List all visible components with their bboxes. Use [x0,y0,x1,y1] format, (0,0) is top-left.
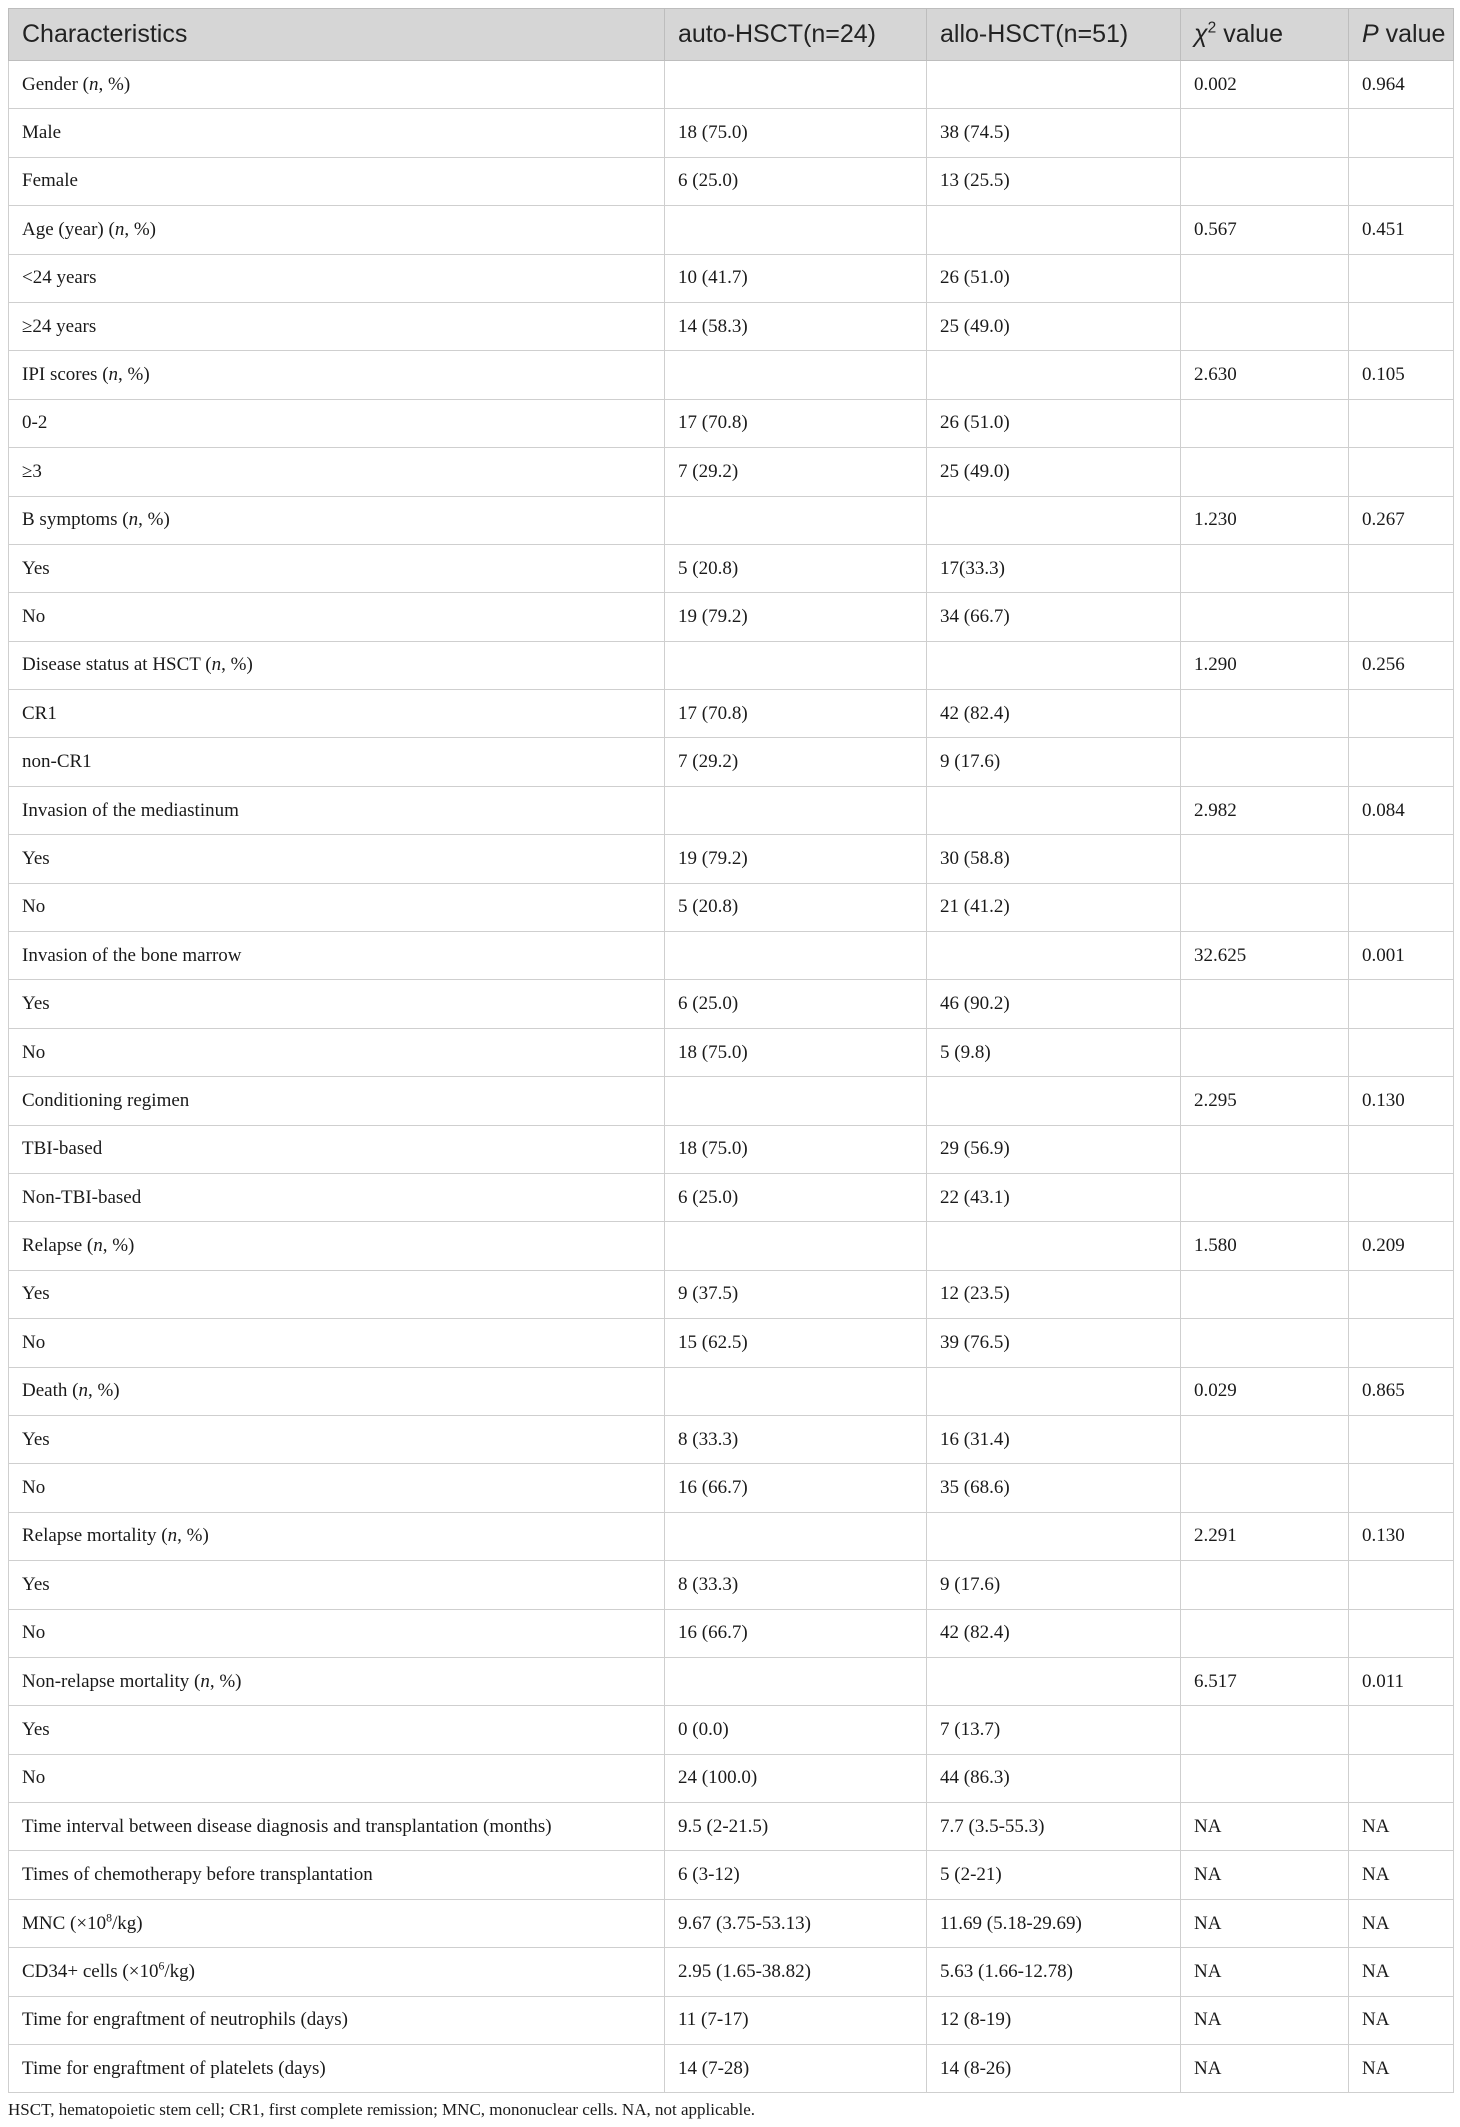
row-label-cell: <24 years [9,254,665,302]
chi-square-cell: 0.029 [1181,1367,1349,1415]
table-row [9,1609,1454,1657]
table-row [9,786,1454,834]
header-chi-square-value: $\chi^2$ value [1181,9,1349,61]
allo-hsct-cell: 35 (68.6) [927,1464,1181,1512]
auto-hsct-cell [665,496,927,544]
chi-square-cell: NA [1181,2045,1349,2093]
allo-hsct-cell [927,641,1181,689]
auto-hsct-cell: 9.5 (2-21.5) [665,1803,927,1851]
row-label-cell: No [9,1319,665,1367]
p-value-cell [1349,1754,1454,1802]
table-container [8,8,1453,2093]
chi-square-cell [1181,1173,1349,1221]
row-label-cell: IPI scores (n, %) [9,351,665,399]
p-value-cell [1349,448,1454,496]
allo-hsct-cell: 21 (41.2) [927,883,1181,931]
auto-hsct-cell: 7 (29.2) [665,738,927,786]
row-label-cell: B symptoms (n, %) [9,496,665,544]
chi-square-cell [1181,1415,1349,1463]
auto-hsct-cell: 6 (25.0) [665,1173,927,1221]
auto-hsct-cell [665,1512,927,1560]
table-row [9,1173,1454,1221]
p-value-cell [1349,690,1454,738]
table-row [9,593,1454,641]
chi-square-cell [1181,1319,1349,1367]
allo-hsct-cell: 16 (31.4) [927,1415,1181,1463]
row-label-cell: ≥3 [9,448,665,496]
chi-square-cell [1181,1464,1349,1512]
chi-square-cell: 0.002 [1181,61,1349,109]
p-value-cell [1349,1270,1454,1318]
row-label-cell: Time interval between disease diagnosis and transplantation (months) [9,1803,665,1851]
chi-square-cell: NA [1181,1899,1349,1947]
table-row [9,1367,1454,1415]
p-value-cell [1349,254,1454,302]
p-value-cell [1349,980,1454,1028]
auto-hsct-cell: 18 (75.0) [665,1028,927,1076]
allo-hsct-cell [927,1222,1181,1270]
p-value-cell: 0.130 [1349,1077,1454,1125]
p-value-cell: 0.130 [1349,1512,1454,1560]
row-label-cell: Relapse (n, %) [9,1222,665,1270]
chi-square-cell: 1.290 [1181,641,1349,689]
chi-square-cell: 1.580 [1181,1222,1349,1270]
p-value-cell: 0.084 [1349,786,1454,834]
auto-hsct-cell: 17 (70.8) [665,399,927,447]
auto-hsct-cell: 8 (33.3) [665,1561,927,1609]
chi-square-cell: 1.230 [1181,496,1349,544]
chi-square-cell: 2.982 [1181,786,1349,834]
row-label-cell: Times of chemotherapy before transplantation [9,1851,665,1899]
auto-hsct-cell [665,932,927,980]
table-row [9,1657,1454,1705]
p-value-cell: 0.451 [1349,206,1454,254]
p-value-cell [1349,1125,1454,1173]
auto-hsct-cell [665,61,927,109]
allo-hsct-cell: 5 (2-21) [927,1851,1181,1899]
chi-square-cell [1181,1125,1349,1173]
p-value-cell [1349,738,1454,786]
allo-hsct-cell: 26 (51.0) [927,399,1181,447]
row-label-cell: No [9,1028,665,1076]
auto-hsct-cell: 15 (62.5) [665,1319,927,1367]
allo-hsct-cell [927,1367,1181,1415]
chi-square-cell [1181,1609,1349,1657]
p-value-cell [1349,157,1454,205]
table-row [9,448,1454,496]
chi-square-cell [1181,544,1349,592]
table-row [9,1464,1454,1512]
p-value-cell: 0.964 [1349,61,1454,109]
auto-hsct-cell: 5 (20.8) [665,544,927,592]
auto-hsct-cell: 24 (100.0) [665,1754,927,1802]
chi-square-cell: 2.630 [1181,351,1349,399]
table-row [9,1270,1454,1318]
row-label-cell: Yes [9,1561,665,1609]
row-label-cell: MNC $(\times 10^8/kg)$ [9,1899,665,1947]
allo-hsct-cell [927,932,1181,980]
p-value-cell: NA [1349,1948,1454,1996]
allo-hsct-cell: 22 (43.1) [927,1173,1181,1221]
table-row [9,1948,1454,1996]
table-row [9,206,1454,254]
auto-hsct-cell: 6 (25.0) [665,980,927,1028]
header-allo-hsct: allo-HSCT(n=51) [927,9,1181,61]
row-label-cell: Death (n, %) [9,1367,665,1415]
auto-hsct-cell: 17 (70.8) [665,690,927,738]
chi-square-cell: 6.517 [1181,1657,1349,1705]
allo-hsct-cell: 42 (82.4) [927,690,1181,738]
table-row [9,883,1454,931]
auto-hsct-cell: 9 (37.5) [665,1270,927,1318]
table-row [9,1851,1454,1899]
p-value-cell: 0.105 [1349,351,1454,399]
table-row [9,738,1454,786]
p-value-cell [1349,544,1454,592]
allo-hsct-cell: 14 (8-26) [927,2045,1181,2093]
chi-square-cell [1181,254,1349,302]
table-row [9,690,1454,738]
allo-hsct-cell: 9 (17.6) [927,1561,1181,1609]
table-row [9,254,1454,302]
table-header [9,9,1454,61]
allo-hsct-cell: 12 (23.5) [927,1270,1181,1318]
table-row [9,1222,1454,1270]
auto-hsct-cell: 16 (66.7) [665,1464,927,1512]
p-value-cell [1349,1173,1454,1221]
allo-hsct-cell: 13 (25.5) [927,157,1181,205]
auto-hsct-cell [665,1077,927,1125]
auto-hsct-cell: 10 (41.7) [665,254,927,302]
row-label-cell: non-CR1 [9,738,665,786]
table-row [9,835,1454,883]
allo-hsct-cell: 44 (86.3) [927,1754,1181,1802]
auto-hsct-cell [665,641,927,689]
p-value-cell: 0.267 [1349,496,1454,544]
p-value-cell: 0.209 [1349,1222,1454,1270]
p-value-cell: NA [1349,1996,1454,2044]
p-value-cell: NA [1349,1899,1454,1947]
allo-hsct-cell: 7 (13.7) [927,1706,1181,1754]
allo-hsct-cell: 7.7 (3.5-55.3) [927,1803,1181,1851]
row-label-cell: ≥24 years [9,302,665,350]
row-label-cell: CD34+ cells $(\times 10^6/kg)$ [9,1948,665,1996]
chi-square-cell [1181,835,1349,883]
row-label-cell: Yes [9,1706,665,1754]
table-row [9,1561,1454,1609]
auto-hsct-cell: 18 (75.0) [665,109,927,157]
row-label-cell: TBI-based [9,1125,665,1173]
chi-square-cell: NA [1181,1803,1349,1851]
allo-hsct-cell: 25 (49.0) [927,448,1181,496]
table-row [9,1319,1454,1367]
allo-hsct-cell: 30 (58.8) [927,835,1181,883]
allo-hsct-cell: 26 (51.0) [927,254,1181,302]
row-label-cell: Relapse mortality (n, %) [9,1512,665,1560]
table-body [9,61,1454,2093]
table-row [9,980,1454,1028]
p-value-cell [1349,593,1454,641]
row-label-cell: Time for engraftment of platelets (days) [9,2045,665,2093]
table-row [9,1125,1454,1173]
row-label-cell: Non-relapse mortality (n, %) [9,1657,665,1705]
table-row [9,932,1454,980]
row-label-cell: No [9,1464,665,1512]
chi-square-cell [1181,980,1349,1028]
row-label-cell: No [9,883,665,931]
allo-hsct-cell: 46 (90.2) [927,980,1181,1028]
table-row [9,351,1454,399]
characteristics-table [8,8,1454,2093]
auto-hsct-cell: 0 (0.0) [665,1706,927,1754]
table-row [9,1803,1454,1851]
p-value-cell: 0.256 [1349,641,1454,689]
auto-hsct-cell: 18 (75.0) [665,1125,927,1173]
auto-hsct-cell: 19 (79.2) [665,593,927,641]
header-characteristics: Characteristics [9,9,665,61]
table-row [9,302,1454,350]
auto-hsct-cell: 16 (66.7) [665,1609,927,1657]
table-row [9,1754,1454,1802]
auto-hsct-cell [665,1657,927,1705]
chi-square-cell: 2.295 [1181,1077,1349,1125]
allo-hsct-cell: 34 (66.7) [927,593,1181,641]
allo-hsct-cell: 29 (56.9) [927,1125,1181,1173]
table-row [9,157,1454,205]
auto-hsct-cell: 7 (29.2) [665,448,927,496]
row-label-cell: 0-2 [9,399,665,447]
p-value-cell [1349,883,1454,931]
table-row [9,496,1454,544]
row-label-cell: Gender (n, %) [9,61,665,109]
auto-hsct-cell: 14 (7-28) [665,2045,927,2093]
p-value-cell [1349,1319,1454,1367]
allo-hsct-cell: 12 (8-19) [927,1996,1181,2044]
allo-hsct-cell: 9 (17.6) [927,738,1181,786]
allo-hsct-cell [927,1077,1181,1125]
table-row [9,641,1454,689]
table-row [9,1512,1454,1560]
allo-hsct-cell [927,61,1181,109]
chi-square-cell [1181,1270,1349,1318]
row-label-cell: Yes [9,1270,665,1318]
p-value-cell [1349,399,1454,447]
table-row [9,2045,1454,2093]
table-row [9,1028,1454,1076]
row-label-cell: Non-TBI-based [9,1173,665,1221]
chi-square-cell [1181,738,1349,786]
p-value-cell [1349,109,1454,157]
chi-square-cell [1181,1754,1349,1802]
allo-hsct-cell: 17(33.3) [927,544,1181,592]
allo-hsct-cell: 39 (76.5) [927,1319,1181,1367]
chi-square-cell: NA [1181,1851,1349,1899]
allo-hsct-cell: 5 (9.8) [927,1028,1181,1076]
table-row [9,1899,1454,1947]
table-row [9,544,1454,592]
header-row [9,9,1454,61]
chi-square-cell: 32.625 [1181,932,1349,980]
row-label-cell: CR1 [9,690,665,738]
allo-hsct-cell [927,1512,1181,1560]
p-value-cell [1349,1561,1454,1609]
row-label-cell: Conditioning regimen [9,1077,665,1125]
table-row [9,1996,1454,2044]
auto-hsct-cell [665,206,927,254]
allo-hsct-cell: 5.63 (1.66-12.78) [927,1948,1181,1996]
row-label-cell: Yes [9,544,665,592]
table-row [9,399,1454,447]
row-label-cell: Age (year) (n, %) [9,206,665,254]
auto-hsct-cell [665,1367,927,1415]
row-label-cell: Yes [9,835,665,883]
auto-hsct-cell: 6 (3-12) [665,1851,927,1899]
chi-square-cell: NA [1181,1948,1349,1996]
allo-hsct-cell: 25 (49.0) [927,302,1181,350]
table-footnote: HSCT, hematopoietic stem cell; CR1, first complete remission; MNC, mononuclear cells. NA, not applicable. [8,2100,756,2119]
row-label-cell: Invasion of the bone marrow [9,932,665,980]
p-value-cell [1349,302,1454,350]
chi-square-cell [1181,883,1349,931]
auto-hsct-cell [665,1222,927,1270]
p-value-cell [1349,835,1454,883]
row-label-cell: Yes [9,980,665,1028]
table-row [9,1706,1454,1754]
auto-hsct-cell: 2.95 (1.65-38.82) [665,1948,927,1996]
chi-square-cell [1181,157,1349,205]
chi-square-cell [1181,448,1349,496]
row-label-cell: Time for engraftment of neutrophils (days) [9,1996,665,2044]
p-value-cell [1349,1609,1454,1657]
auto-hsct-cell: 9.67 (3.75-53.13) [665,1899,927,1947]
p-value-cell: NA [1349,1851,1454,1899]
auto-hsct-cell: 8 (33.3) [665,1415,927,1463]
allo-hsct-cell [927,1657,1181,1705]
chi-square-cell [1181,109,1349,157]
p-value-cell [1349,1464,1454,1512]
p-value-cell: 0.011 [1349,1657,1454,1705]
row-label-cell: Invasion of the mediastinum [9,786,665,834]
auto-hsct-cell: 6 (25.0) [665,157,927,205]
row-label-cell: No [9,1754,665,1802]
allo-hsct-cell [927,786,1181,834]
auto-hsct-cell [665,351,927,399]
chi-square-cell [1181,1561,1349,1609]
chi-square-cell [1181,399,1349,447]
auto-hsct-cell: 11 (7-17) [665,1996,927,2044]
auto-hsct-cell: 5 (20.8) [665,883,927,931]
row-label-cell: No [9,593,665,641]
auto-hsct-cell [665,786,927,834]
auto-hsct-cell: 19 (79.2) [665,835,927,883]
table-row [9,1077,1454,1125]
p-value-cell: 0.001 [1349,932,1454,980]
chi-square-cell [1181,1706,1349,1754]
auto-hsct-cell: 14 (58.3) [665,302,927,350]
row-label-cell: No [9,1609,665,1657]
allo-hsct-cell [927,496,1181,544]
header-auto-hsct: auto-HSCT(n=24) [665,9,927,61]
allo-hsct-cell [927,351,1181,399]
allo-hsct-cell [927,206,1181,254]
table-row [9,109,1454,157]
allo-hsct-cell: 38 (74.5) [927,109,1181,157]
chi-square-cell: NA [1181,1996,1349,2044]
header-p-value: P value [1349,9,1454,61]
p-value-cell: 0.865 [1349,1367,1454,1415]
row-label-cell: Yes [9,1415,665,1463]
chi-square-cell: 2.291 [1181,1512,1349,1560]
p-value-cell [1349,1028,1454,1076]
row-label-cell: Male [9,109,665,157]
chi-square-cell: 0.567 [1181,206,1349,254]
chi-square-cell [1181,1028,1349,1076]
table-row [9,1415,1454,1463]
p-value-cell [1349,1706,1454,1754]
p-value-cell: NA [1349,1803,1454,1851]
table-row [9,61,1454,109]
row-label-cell: Female [9,157,665,205]
row-label-cell: Disease status at HSCT (n, %) [9,641,665,689]
allo-hsct-cell: 11.69 (5.18-29.69) [927,1899,1181,1947]
allo-hsct-cell: 42 (82.4) [927,1609,1181,1657]
p-value-cell: NA [1349,2045,1454,2093]
chi-square-cell [1181,302,1349,350]
chi-square-cell [1181,593,1349,641]
chi-square-cell [1181,690,1349,738]
p-value-cell [1349,1415,1454,1463]
